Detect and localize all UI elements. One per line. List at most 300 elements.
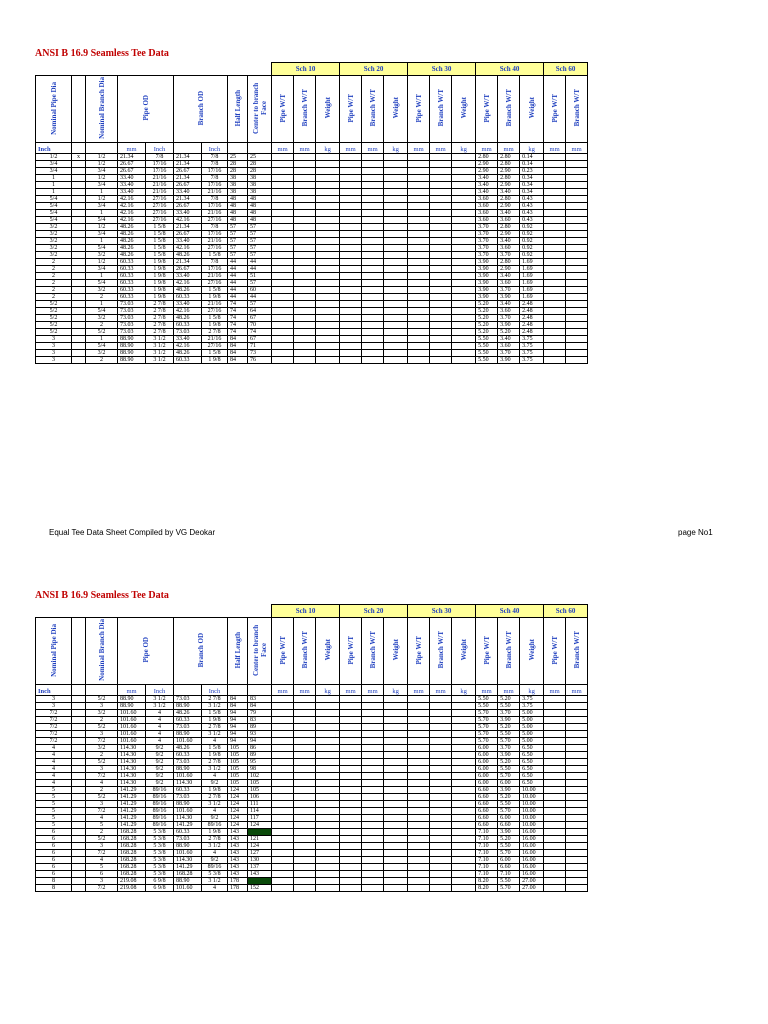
empty-cell <box>316 154 340 161</box>
half-length-cell: 84 <box>228 703 248 710</box>
marker-cell <box>72 808 86 815</box>
half-length-cell: 178 <box>228 885 248 892</box>
empty-cell <box>452 203 476 210</box>
empty-cell <box>430 829 452 836</box>
empty-cell <box>384 829 408 836</box>
branch-od-inch-cell: 9/2 <box>202 815 228 822</box>
empty-cell <box>384 822 408 829</box>
empty-cell <box>408 752 430 759</box>
pipe-od-mm-cell: 26.67 <box>118 161 146 168</box>
sch40-branch-wt-cell: 5.50 <box>498 878 520 885</box>
branch-od-inch-cell: 4 <box>202 773 228 780</box>
empty-cell <box>408 210 430 217</box>
marker-cell <box>72 766 86 773</box>
center-to-branch-cell: 143 <box>248 871 272 878</box>
nominal-branch-dia-cell: 1/2 <box>86 196 118 203</box>
empty-cell <box>566 238 588 245</box>
sch40-pipe-wt-cell: 3.70 <box>476 224 498 231</box>
branch-od-inch-cell: 1 9/8 <box>202 752 228 759</box>
empty-cell <box>452 724 476 731</box>
empty-cell <box>384 273 408 280</box>
sch40-weight-cell: 0.92 <box>520 252 544 259</box>
table-row <box>36 336 656 343</box>
nominal-pipe-dia-cell: 8 <box>36 885 72 892</box>
sch40-weight-cell: 0.23 <box>520 168 544 175</box>
unit-label: mm <box>408 685 430 696</box>
pipe-od-mm-cell: 114.30 <box>118 766 146 773</box>
empty-cell <box>408 350 430 357</box>
marker-cell <box>72 850 86 857</box>
half-length-cell: 94 <box>228 731 248 738</box>
sch40-weight-cell: 1.69 <box>520 287 544 294</box>
empty-cell <box>340 322 362 329</box>
pipe-od-mm-cell: 141.29 <box>118 808 146 815</box>
half-length-cell: 28 <box>228 168 248 175</box>
center-to-branch-cell: 48 <box>248 196 272 203</box>
nominal-pipe-dia-cell: 2 <box>36 273 72 280</box>
sheet-title: ANSI B 16.9 Seamless Tee Data <box>35 48 169 59</box>
unit-label: Inch <box>146 143 174 154</box>
nominal-branch-dia-cell: 3/2 <box>86 350 118 357</box>
center-to-branch-cell: 127 <box>248 850 272 857</box>
sch40-weight-cell: 0.14 <box>520 161 544 168</box>
empty-cell <box>408 154 430 161</box>
column-header-label: Pipe W/T <box>346 93 355 123</box>
nominal-branch-dia-cell: 1 <box>86 189 118 196</box>
empty-cell <box>544 266 566 273</box>
nominal-branch-dia-cell: 3/2 <box>86 710 118 717</box>
branch-od-inch-cell: 5 3/8 <box>202 871 228 878</box>
pipe-od-mm-cell: 88.90 <box>118 343 146 350</box>
nominal-branch-dia-cell: 1 <box>86 273 118 280</box>
sch40-weight-cell: 2.48 <box>520 301 544 308</box>
empty-cell <box>294 245 316 252</box>
half-length-cell: 143 <box>228 836 248 843</box>
empty-cell <box>340 878 362 885</box>
schedule-header: Sch 60 <box>544 605 588 618</box>
center-to-branch-cell: 44 <box>248 259 272 266</box>
sch40-branch-wt-cell: 2.90 <box>498 266 520 273</box>
pipe-od-mm-cell: 60.33 <box>118 294 146 301</box>
column-header <box>362 76 384 143</box>
empty-cell <box>362 864 384 871</box>
empty-cell <box>430 196 452 203</box>
empty-cell <box>566 787 588 794</box>
column-header-label: Pipe W/T <box>278 93 287 123</box>
nominal-branch-dia-cell: 6 <box>86 871 118 878</box>
empty-cell <box>384 710 408 717</box>
empty-cell <box>452 864 476 871</box>
empty-cell <box>452 322 476 329</box>
sch40-weight-cell: 16.00 <box>520 843 544 850</box>
branch-od-mm-cell: 88.90 <box>174 843 202 850</box>
empty-cell <box>362 885 384 892</box>
marker-cell <box>72 815 86 822</box>
half-length-cell: 74 <box>228 315 248 322</box>
unit-label <box>248 143 272 154</box>
empty-cell <box>408 696 430 703</box>
nominal-pipe-dia-cell: 4 <box>36 752 72 759</box>
table-row <box>36 822 656 829</box>
empty-cell <box>544 696 566 703</box>
half-length-cell: 124 <box>228 787 248 794</box>
empty-cell <box>340 717 362 724</box>
empty-cell <box>430 724 452 731</box>
sch40-pipe-wt-cell: 6.00 <box>476 752 498 759</box>
empty-cell <box>452 336 476 343</box>
center-to-branch-cell: 111 <box>248 801 272 808</box>
empty-cell <box>544 210 566 217</box>
nominal-branch-dia-cell: 5 <box>86 822 118 829</box>
empty-cell <box>340 280 362 287</box>
empty-cell <box>316 752 340 759</box>
empty-cell <box>272 864 294 871</box>
empty-cell <box>294 717 316 724</box>
column-header <box>362 618 384 685</box>
unit-label <box>174 143 202 154</box>
table-row <box>36 850 656 857</box>
empty-cell <box>272 780 294 787</box>
nominal-pipe-dia-cell: 5/4 <box>36 210 72 217</box>
sch40-pipe-wt-cell: 2.90 <box>476 161 498 168</box>
marker-cell <box>72 315 86 322</box>
nominal-pipe-dia-cell: 5/4 <box>36 196 72 203</box>
empty-cell <box>452 189 476 196</box>
column-header-label: Pipe W/T <box>278 635 287 665</box>
column-header-label: Weight <box>459 639 468 661</box>
empty-cell <box>408 343 430 350</box>
empty-cell <box>544 161 566 168</box>
nominal-pipe-dia-cell: 1 <box>36 189 72 196</box>
empty-cell <box>452 794 476 801</box>
sch40-branch-wt-cell: 3.60 <box>498 245 520 252</box>
branch-od-mm-cell: 88.90 <box>174 801 202 808</box>
empty-cell <box>430 745 452 752</box>
empty-cell <box>384 815 408 822</box>
empty-cell <box>452 238 476 245</box>
empty-cell <box>566 203 588 210</box>
pipe-od-mm-cell: 141.29 <box>118 801 146 808</box>
nominal-pipe-dia-cell: 4 <box>36 745 72 752</box>
branch-od-inch-cell: 89/16 <box>202 822 228 829</box>
schedule-header-row <box>36 63 656 76</box>
sch40-pipe-wt-cell: 3.40 <box>476 189 498 196</box>
empty-cell <box>566 266 588 273</box>
empty-cell <box>294 808 316 815</box>
empty-cell <box>316 724 340 731</box>
empty-cell <box>340 308 362 315</box>
empty-cell <box>294 287 316 294</box>
sch40-pipe-wt-cell: 5.20 <box>476 322 498 329</box>
center-to-branch-cell: 38 <box>248 189 272 196</box>
empty-cell <box>566 836 588 843</box>
branch-od-inch-cell: 2 7/8 <box>202 724 228 731</box>
nominal-pipe-dia-cell: 6 <box>36 836 72 843</box>
empty-cell <box>272 724 294 731</box>
sch40-branch-wt-cell: 5.50 <box>498 843 520 850</box>
branch-od-mm-cell: 26.67 <box>174 203 202 210</box>
empty-cell <box>566 857 588 864</box>
empty-cell <box>362 189 384 196</box>
column-header <box>228 618 248 685</box>
unit-label: mm <box>118 143 146 154</box>
nominal-branch-dia-cell: 7/2 <box>86 808 118 815</box>
table-row <box>36 787 656 794</box>
unit-label: mm <box>430 685 452 696</box>
empty-cell <box>544 329 566 336</box>
empty-cell <box>272 745 294 752</box>
empty-cell <box>340 808 362 815</box>
branch-od-inch-cell: 7/8 <box>202 175 228 182</box>
empty-cell <box>340 357 362 364</box>
empty-cell <box>566 252 588 259</box>
marker-cell <box>72 238 86 245</box>
unit-label: kg <box>384 143 408 154</box>
empty-cell <box>430 301 452 308</box>
sch40-pipe-wt-cell: 7.10 <box>476 864 498 871</box>
empty-cell <box>408 266 430 273</box>
empty-cell <box>408 273 430 280</box>
empty-cell <box>408 864 430 871</box>
half-length-cell: 105 <box>228 766 248 773</box>
pipe-od-inch-cell: 4 <box>146 717 174 724</box>
empty-cell <box>544 315 566 322</box>
empty-cell <box>408 766 430 773</box>
empty-cell <box>430 336 452 343</box>
empty-cell <box>294 329 316 336</box>
empty-cell <box>294 794 316 801</box>
empty-cell <box>362 801 384 808</box>
empty-cell <box>316 885 340 892</box>
sch40-branch-wt-cell: 3.70 <box>498 252 520 259</box>
empty-cell <box>408 252 430 259</box>
schedule-header: Sch 30 <box>408 605 476 618</box>
half-length-cell: 38 <box>228 175 248 182</box>
empty-cell <box>272 315 294 322</box>
pipe-od-inch-cell: 2 7/8 <box>146 329 174 336</box>
empty-cell <box>430 280 452 287</box>
center-to-branch-cell: 152 <box>248 885 272 892</box>
empty-cell <box>294 273 316 280</box>
empty-cell <box>272 266 294 273</box>
column-header-label: Center to branch Face <box>251 82 268 134</box>
empty-cell <box>272 322 294 329</box>
empty-cell <box>316 287 340 294</box>
empty-cell <box>430 252 452 259</box>
empty-cell <box>408 175 430 182</box>
empty-cell <box>362 252 384 259</box>
empty-cell <box>362 154 384 161</box>
empty-cell <box>544 182 566 189</box>
nominal-branch-dia-cell: 5/2 <box>86 696 118 703</box>
empty-cell <box>316 210 340 217</box>
branch-od-inch-cell: 9/2 <box>202 857 228 864</box>
half-length-cell: 74 <box>228 322 248 329</box>
sch40-pipe-wt-cell: 5.70 <box>476 731 498 738</box>
empty-cell <box>544 857 566 864</box>
sch40-pipe-wt-cell: 3.90 <box>476 273 498 280</box>
table-row <box>36 196 656 203</box>
empty-cell <box>340 871 362 878</box>
marker-cell <box>72 836 86 843</box>
nominal-pipe-dia-cell: 2 <box>36 259 72 266</box>
sch40-weight-cell: 6.50 <box>520 752 544 759</box>
column-header <box>544 76 566 143</box>
branch-od-inch-cell: 27/16 <box>202 343 228 350</box>
column-header <box>476 76 498 143</box>
empty-cell <box>408 745 430 752</box>
pipe-od-mm-cell: 60.33 <box>118 266 146 273</box>
sch40-weight-cell: 1.69 <box>520 266 544 273</box>
empty-cell <box>384 308 408 315</box>
column-header <box>294 76 316 143</box>
empty-cell <box>362 710 384 717</box>
nominal-branch-dia-cell: 3/2 <box>86 745 118 752</box>
sch40-branch-wt-cell: 3.40 <box>498 189 520 196</box>
empty-cell <box>294 822 316 829</box>
empty-cell <box>272 871 294 878</box>
branch-od-mm-cell: 101.60 <box>174 885 202 892</box>
table-row <box>36 815 656 822</box>
empty-cell <box>362 301 384 308</box>
empty-cell <box>272 329 294 336</box>
branch-od-mm-cell: 33.40 <box>174 301 202 308</box>
sch40-pipe-wt-cell: 3.70 <box>476 245 498 252</box>
empty-cell <box>362 738 384 745</box>
empty-cell <box>340 731 362 738</box>
sch40-branch-wt-cell: 6.60 <box>498 864 520 871</box>
branch-od-inch-cell: 1 5/8 <box>202 350 228 357</box>
empty-cell <box>362 280 384 287</box>
pipe-od-inch-cell: 9/2 <box>146 766 174 773</box>
empty-cell <box>340 773 362 780</box>
empty-cell <box>452 710 476 717</box>
nominal-pipe-dia-cell: 5 <box>36 822 72 829</box>
sch40-pipe-wt-cell: 7.10 <box>476 843 498 850</box>
empty-cell <box>544 308 566 315</box>
empty-cell <box>362 294 384 301</box>
branch-od-mm-cell: 114.30 <box>174 857 202 864</box>
empty-cell <box>408 843 430 850</box>
empty-cell <box>430 322 452 329</box>
sch40-branch-wt-cell: 3.70 <box>498 287 520 294</box>
units-row <box>36 143 656 154</box>
sch40-pipe-wt-cell: 3.40 <box>476 182 498 189</box>
nominal-pipe-dia-cell: 3/2 <box>36 245 72 252</box>
empty-cell <box>544 794 566 801</box>
nominal-branch-dia-cell: 1 <box>86 301 118 308</box>
empty-cell <box>340 315 362 322</box>
center-to-branch-cell: 57 <box>248 301 272 308</box>
nominal-branch-dia-cell: 3/4 <box>86 182 118 189</box>
empty-cell <box>544 864 566 871</box>
sch40-branch-wt-cell: 5.20 <box>498 836 520 843</box>
nominal-pipe-dia-cell: 3 <box>36 696 72 703</box>
empty-cell <box>544 203 566 210</box>
empty-cell <box>544 336 566 343</box>
pipe-od-inch-cell: 1 9/8 <box>146 259 174 266</box>
empty-cell <box>272 203 294 210</box>
empty-cell <box>384 182 408 189</box>
nominal-branch-dia-cell: 5/2 <box>86 836 118 843</box>
empty-cell <box>316 217 340 224</box>
empty-cell <box>384 210 408 217</box>
empty-cell <box>316 836 340 843</box>
column-header-label: Branch W/T <box>572 89 581 127</box>
sch40-weight-cell: 0.92 <box>520 224 544 231</box>
marker-cell <box>72 871 86 878</box>
column-header <box>248 618 272 685</box>
center-to-branch-cell: 86 <box>248 745 272 752</box>
sch40-branch-wt-cell: 2.90 <box>498 182 520 189</box>
nominal-pipe-dia-cell: 4 <box>36 780 72 787</box>
half-length-cell: 84 <box>228 336 248 343</box>
pipe-od-inch-cell: 17/16 <box>146 168 174 175</box>
sch40-pipe-wt-cell: 5.20 <box>476 329 498 336</box>
nominal-pipe-dia-cell: 3 <box>36 343 72 350</box>
pipe-od-inch-cell: 4 <box>146 738 174 745</box>
footer-credit: Equal Tee Data Sheet Compiled by VG Deokar <box>49 528 216 537</box>
empty-cell <box>294 696 316 703</box>
empty-cell <box>566 829 588 836</box>
pipe-od-inch-cell: 5 3/8 <box>146 857 174 864</box>
sch40-pipe-wt-cell: 5.50 <box>476 350 498 357</box>
empty-cell <box>294 780 316 787</box>
empty-cell <box>272 308 294 315</box>
branch-od-mm-cell: 101.60 <box>174 773 202 780</box>
empty-cell <box>340 815 362 822</box>
empty-cell <box>316 273 340 280</box>
branch-od-inch-cell: 17/16 <box>202 266 228 273</box>
empty-cell <box>408 710 430 717</box>
pipe-od-mm-cell: 168.28 <box>118 857 146 864</box>
empty-cell <box>452 857 476 864</box>
center-to-branch-cell: 83 <box>248 696 272 703</box>
empty-cell <box>340 745 362 752</box>
empty-cell <box>316 864 340 871</box>
sch40-weight-cell: 2.48 <box>520 315 544 322</box>
pipe-od-inch-cell: 3 1/2 <box>146 357 174 364</box>
empty-cell <box>272 259 294 266</box>
empty-cell <box>340 801 362 808</box>
empty-cell <box>544 252 566 259</box>
branch-od-inch-cell: 21/16 <box>202 336 228 343</box>
empty-cell <box>294 266 316 273</box>
empty-cell <box>294 308 316 315</box>
table-row <box>36 738 656 745</box>
nominal-branch-dia-cell: 3/4 <box>86 231 118 238</box>
pipe-od-mm-cell: 168.28 <box>118 864 146 871</box>
sch40-pipe-wt-cell: 7.10 <box>476 871 498 878</box>
empty-cell <box>294 724 316 731</box>
marker-cell <box>72 731 86 738</box>
pipe-od-mm-cell: 33.40 <box>118 175 146 182</box>
pipe-od-mm-cell: 33.40 <box>118 189 146 196</box>
empty-cell <box>316 308 340 315</box>
empty-cell <box>316 738 340 745</box>
empty-cell <box>340 203 362 210</box>
table-row <box>36 710 656 717</box>
column-header <box>36 76 72 143</box>
sch40-pipe-wt-cell: 3.70 <box>476 238 498 245</box>
nominal-pipe-dia-cell: 1/2 <box>36 154 72 161</box>
pipe-od-mm-cell: 60.33 <box>118 259 146 266</box>
sch40-weight-cell: 6.50 <box>520 759 544 766</box>
pipe-od-mm-cell: 88.90 <box>118 357 146 364</box>
empty-cell <box>272 350 294 357</box>
empty-cell <box>430 717 452 724</box>
marker-cell <box>72 759 86 766</box>
